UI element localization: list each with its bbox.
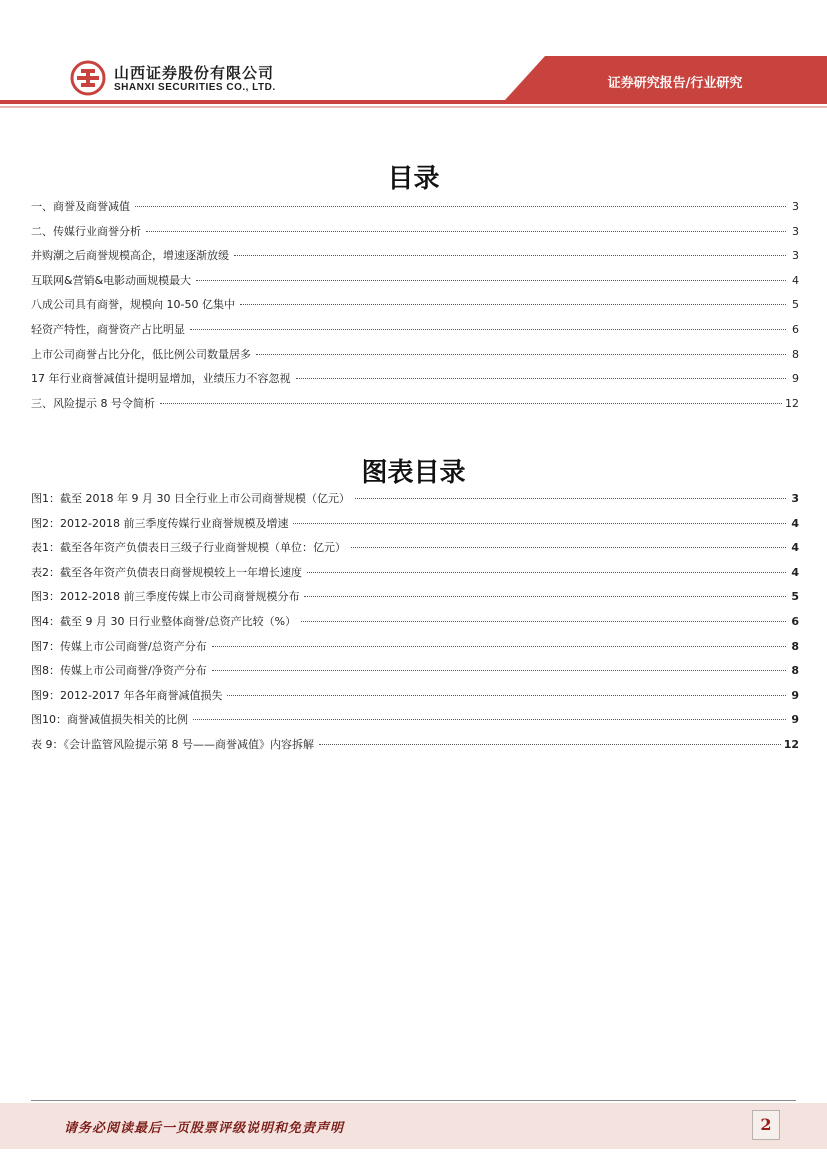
toc-item-label: 轻资产特性，商誉资产占比明显: [31, 322, 185, 336]
toc-item-label: 并购潮之后商誉规模高企，增速逐渐放缓: [31, 249, 229, 263]
figure-item[interactable]: [31, 490, 799, 515]
toc-item-page: 8: [792, 347, 799, 361]
figure-item-page: 4: [791, 541, 799, 555]
company-name-en: SHANXI SECURITIES CO., LTD.: [114, 82, 276, 93]
leader-dots: [355, 498, 786, 499]
figure-item-page: 12: [783, 737, 799, 751]
toc-item[interactable]: [31, 346, 799, 371]
toc-title: 目录: [387, 164, 440, 194]
toc-item-page: 9: [792, 372, 799, 386]
toc-item[interactable]: [31, 272, 799, 297]
figure-item[interactable]: [31, 613, 799, 638]
figure-item-label: 图9：2012-2017 年各年商誉减值损失: [31, 688, 223, 702]
leader-dots: [227, 695, 786, 696]
figure-item-page: 3: [791, 492, 799, 505]
toc-item-page: 3: [792, 224, 799, 238]
toc-item-page: 3: [792, 200, 799, 213]
figure-item[interactable]: [31, 711, 799, 736]
toc-item-page: 12: [785, 396, 799, 410]
toc-item-label: 三、风险提示 8 号令简析: [31, 396, 155, 410]
leader-dots: [256, 354, 786, 355]
toc-item-page: 3: [792, 249, 799, 263]
toc-list: [31, 198, 799, 419]
leader-dots: [146, 231, 786, 232]
toc-item[interactable]: [31, 296, 799, 321]
page-number: 2: [752, 1110, 780, 1140]
figure-item[interactable]: [31, 638, 799, 663]
leader-dots: [190, 329, 786, 330]
figures-list: [31, 490, 799, 761]
figure-item-label: 图8：传媒上市公司商誉/净资产分布: [31, 664, 207, 678]
leader-dots: [234, 255, 786, 256]
figure-item-label: 图4：截至 9 月 30 日行业整体商誉/总资产比较（%）: [31, 614, 297, 628]
toc-item[interactable]: [31, 223, 799, 248]
leader-dots: [193, 719, 786, 720]
leader-dots: [240, 304, 786, 305]
figure-item-label: 图3：2012-2018 前三季度传媒上市公司商誉规模分布: [31, 590, 300, 604]
leader-dots: [304, 596, 786, 597]
leader-dots: [307, 572, 786, 573]
toc-item[interactable]: [31, 198, 799, 223]
toc-item-page: 4: [792, 273, 799, 287]
leader-dots: [293, 523, 786, 524]
figure-item-page: 8: [791, 664, 799, 678]
figure-item-label: 图7：传媒上市公司商誉/总资产分布: [31, 639, 207, 653]
figure-item[interactable]: [31, 736, 799, 761]
toc-item[interactable]: [31, 321, 799, 346]
leader-dots: [296, 378, 787, 379]
figures-title: 图表目录: [361, 458, 466, 488]
figure-item-label: 图1：截至 2018 年 9 月 30 日全行业上市公司商誉规模（亿元）: [31, 492, 350, 505]
toc-item[interactable]: [31, 370, 799, 395]
leader-dots: [196, 280, 786, 281]
leader-dots: [351, 547, 786, 548]
toc-item-label: 一、商誉及商誉减值: [31, 200, 130, 213]
figure-item-page: 5: [791, 590, 799, 604]
toc-item-label: 互联网&营销&电影动画规模最大: [31, 273, 192, 287]
figure-item-label: 表2：截至各年资产负债表日商誉规模较上一年增长速度: [31, 565, 302, 579]
figure-item[interactable]: [31, 662, 799, 687]
toc-item-label: 上市公司商誉占比分化，低比例公司数量居多: [31, 347, 251, 361]
company-logo-icon: [70, 60, 106, 96]
page-header: [0, 0, 827, 110]
leader-dots: [301, 621, 786, 622]
footer-disclaimer: 请务必阅读最后一页股票评级说明和免责声明: [64, 1121, 345, 1136]
toc-item[interactable]: [31, 395, 799, 420]
toc-item[interactable]: [31, 247, 799, 272]
footer-divider: [31, 1100, 796, 1101]
figure-item-page: 9: [791, 688, 799, 702]
leader-dots: [319, 744, 781, 745]
leader-dots: [212, 646, 786, 647]
figure-item-label: 图2：2012-2018 前三季度传媒行业商誉规模及增速: [31, 516, 289, 530]
figure-item-label: 表 9：《会计监管风险提示第 8 号——商誉减值》内容拆解: [31, 737, 314, 751]
company-name-cn: 山西证券股份有限公司: [114, 64, 275, 82]
figure-item[interactable]: [31, 564, 799, 589]
toc-item-label: 二、传媒行业商誉分析: [31, 224, 141, 238]
figure-item[interactable]: [31, 515, 799, 540]
figure-item-label: 表1：截至各年资产负债表日三级子行业商誉规模（单位：亿元）: [31, 541, 346, 555]
toc-item-label: 八成公司具有商誉，规模向 10-50 亿集中: [31, 298, 235, 312]
toc-item-label: 17 年行业商誉减值计提明显增加，业绩压力不容忽视: [31, 372, 291, 386]
figure-item-page: 4: [791, 565, 799, 579]
figure-item[interactable]: [31, 588, 799, 613]
figure-item[interactable]: [31, 539, 799, 564]
toc-item-page: 5: [792, 298, 799, 312]
report-type-label: 证券研究报告/行业研究: [607, 76, 743, 91]
leader-dots: [160, 403, 782, 404]
figure-item[interactable]: [31, 687, 799, 712]
figure-item-page: 6: [791, 614, 799, 628]
figure-item-page: 8: [791, 639, 799, 653]
leader-dots: [212, 670, 786, 671]
figure-item-page: 4: [791, 516, 799, 530]
figure-item-page: 9: [791, 713, 799, 727]
figure-item-label: 图10：商誉减值损失相关的比例: [31, 713, 188, 727]
leader-dots: [135, 206, 786, 207]
toc-item-page: 6: [792, 322, 799, 336]
